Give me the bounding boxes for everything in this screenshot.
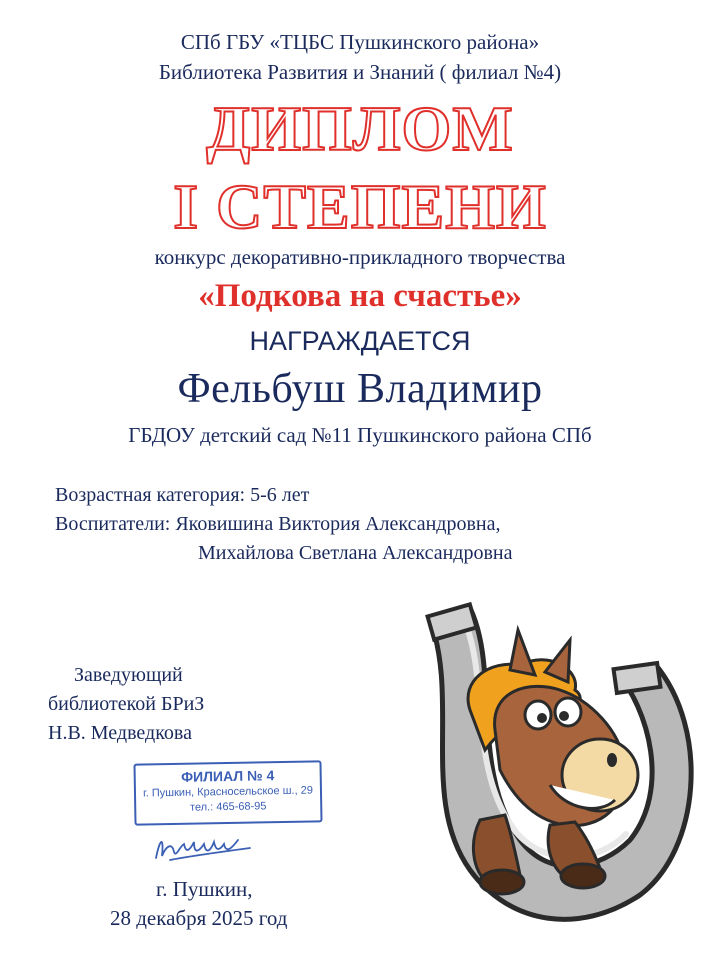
diploma-title: ДИПЛОМ bbox=[206, 93, 514, 164]
teachers-line2: Михайлова Светлана Александровна bbox=[198, 542, 513, 564]
library-stamp bbox=[133, 760, 322, 825]
recipient-institution: ГБДОУ детский сад №11 Пушкинского района СПб bbox=[128, 423, 592, 447]
signatory-name: Н.В. Медведкова bbox=[48, 722, 192, 744]
diploma-degree: I СТЕПЕНИ bbox=[173, 171, 547, 242]
handwritten-signature bbox=[150, 828, 260, 868]
award-label: НАГРАЖДАЕТСЯ bbox=[249, 326, 471, 356]
signatory-position-line1: Заведующий bbox=[74, 664, 183, 686]
signatory-position-line2: библиотекой БРиЗ bbox=[48, 693, 205, 715]
city: г. Пушкин, bbox=[156, 877, 253, 901]
age-category: Возрастная категория: 5-6 лет bbox=[55, 484, 310, 506]
organization-name: СПб ГБУ «ТЦБС Пушкинского района» bbox=[180, 30, 540, 54]
stamp-line3: тел.: 465-68-95 bbox=[189, 800, 267, 814]
contest-description: конкурс декоративно-прикладного творчества bbox=[154, 245, 566, 269]
contest-name: «Подкова на счастье» bbox=[198, 278, 522, 314]
stamp-line1: ФИЛИАЛ № 4 bbox=[180, 767, 275, 785]
stamp-line2: г. Пушкин, Красносельское ш., 29 bbox=[142, 784, 313, 800]
issue-date: 28 декабря 2025 год bbox=[110, 906, 288, 930]
horse-horseshoe-illustration bbox=[400, 590, 710, 930]
teachers-line1: Воспитатели: Яковишина Виктория Александровна, bbox=[55, 513, 501, 535]
recipient-name: Фельбуш Владимир bbox=[177, 366, 543, 412]
library-name: Библиотека Развития и Знаний ( филиал №4) bbox=[158, 60, 562, 84]
